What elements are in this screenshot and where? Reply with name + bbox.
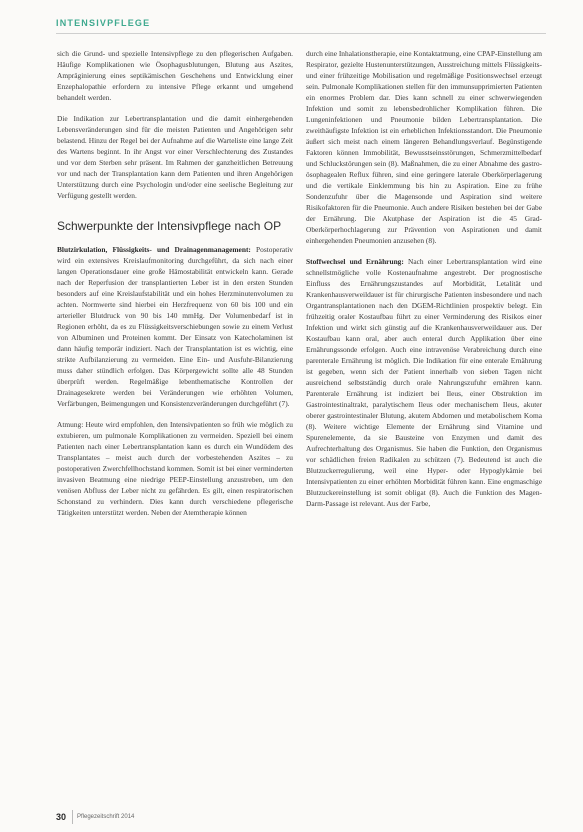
runin-heading: Blutzirkulation, Flüssigkeits- und Drainagenmanagement: xyxy=(57,245,251,254)
footer-divider xyxy=(72,810,73,824)
publication-name: Pflegezeitschrift 2014 xyxy=(77,814,135,820)
right-column xyxy=(306,48,542,810)
paragraph: Die Indikation zur Lebertransplantation und die damit einhergehenden Lebensveränderungen sind für die meisten Patienten und Angehörigen sehr belastend. Hinzu der Regel bei der Aufnahme auf die Warteliste eine lange Zeit des Wartens beginnt. In ihr Angst vor einer Verschlechterung des Zustandes und vor dem Sterben sehr präsent. Im Rahmen der ganzheitlichen Betreuung vor und nach der Transplantation kann dem Patienten und ihren Angehörigen Unterstützung durch eine Psychologin und/oder eine seelische Begleitung zur Verfügung gestellt werden. xyxy=(57,114,293,200)
running-title: INTENSIVPFLEGE xyxy=(56,18,151,28)
runin-heading: Stoffwechsel und Ernährung: xyxy=(306,257,404,266)
left-column xyxy=(57,48,293,810)
page-number: 30 xyxy=(56,812,67,822)
paragraph xyxy=(306,256,542,509)
paragraph: Atmung: Heute wird empfohlen, den Intensivpatienten so früh wie möglich zu extubieren, um pulmonale Komplikationen zu vermeiden. Speziell bei einem Patienten nach einer Lebertransplantation kann es durch ein Wundödem des Transplantates – meist auch durch der vorbestehenden Aszites – zu postoperativen Zwerchfellhochstand kommen. Somit ist bei einer verminderten invasiven Beatmung eine niedrige PEEP-Einstellung anzustreben, um den venösen Abfluss der Leber nicht zu gefährden. Es gilt, einen respiratorischen Schonstand zu verhindern. Dies kann durch verschiedene pflegerische Tätigkeiten unterstützt werden. Neben der Atemtherapie können xyxy=(57,420,293,517)
paragraph-text: Postoperativ wird ein extensives Kreislaufmonitoring durchgeführt, da sich nach einer langen Operationsdauer eine große Hämostabilität entwickeln kann. Gerade nach der Reperfusion der transplantierten Leber ist in den ersten Stunden besonders auf eine Kreislaufstabilität und ein hohes Herzminutenvolumen zu achten. Normwerte sind hierbei ein Herzfrequenz von 60 bis 100 und ein arterieller Blutdruck von 90 bis 140 mmHg. Der Volumenbedarf ist in Regionen erhöht, da es zu Flüssigkeitsverschiebungen sowie zu einem Verlust von Albuminen und Proteinen kommt. Der Einsatz von Katecholaminen ist dann häufig temporär indiziert. Nach der Transplantation ist es wichtig, eine strikte Aufbilanzierung zu vermeiden. Eine Ein- und Ausfuhr-Bilanzierung muss daher stündlich erfolgen. Das Körpergewicht sollte alle 48 Stunden überprüft werden. Regelmäßige lebenthematische Kontrollen der Drainagesekrete werden bei Veränderungen wie erhöhten Volumen, Verfärbungen, Beimengungen und Konsistenzveränderungen durchgeführt (7). xyxy=(57,245,293,408)
paragraph-text: Nach einer Lebertransplantation wird eine schnellstmögliche volle Kostenaufnahme angestrebt. Der prognostische Einfluss des Ernährungszustandes auf Morbidität, Letalität und Krankenhausverweildauer ist für chirurgische Patienten insbesondere und nach Organtransplantationen nach den DGEM-Richtlinien prospektiv belegt. Ein frühzeitig oraler Kostaufbau führt zu einer Verminderung des Risikos einer Infektion und wirkt sich günstig auf die Krankenhausverweildauer aus. Der Kostaufbau kann oral, aber auch enteral durch Applikation über eine Ernährungssonde erfolgen. Auch eine intravenöse Verabreichung durch eine parenterale Ernährung ist möglich. Die Indikation für eine enterale Ernährung ist gegeben, wenn sich der Patient innerhalb von sieben Tagen nicht ausreichend selbstständig durch orale Nahrungszufuhr ernähren kann. Parenterale Ernährung ist indiziert bei Ileus, einer Obstruktion im Gastrointestinaltrakt, paralytischem Ileus oder mechanischem Ileus, akuter oberer gastrointestinaler Blutung, akutem Abdomen und metabolischem Koma (8). Weitere wichtige Elemente der Ernährung sind Vitamine und Spurenelemente, da sie Bausteine von Enzymen und damit des Aufrechterhaltung des Organismus. Sie haben die Funktion, den Organismus vor schädlichen freien Radikalen zu schützen (7). Bedeutend ist auch die Blutzuckerregulierung, weil eine Hyper- oder Hypoglykämie bei Intensivpatienten zu einer erhöhten Morbidität führen kann. Eine engmaschige Blutzuckereinstellung ist somit obligat (8). Auch die Funktion des Magen-Darm-Passage ist relevant. Aus der Farbe, xyxy=(306,257,542,508)
paragraph: sich die Grund- und spezielle Intensivpflege zu den pflegerischen Aufgaben. Häufige Komplikationen wie Ösophagusblutungen, Blutung aus Aszites, Ampräginierung eines septikämischen Geschehens und Entwicklung einer Enzephalopathie erfordern zu intensive Pflege erkannt und umgehend behandelt werden. xyxy=(57,49,293,102)
paragraph: durch eine Inhalationstherapie, eine Kontaktatmung, eine CPAP-Einstellung am Respirator, gezielte Hustenunterstützungen, Ausstreichung mittels Flüssigkeits- und einer frühzeitige Mobilisation und regelmäßige Positionswechsel erzeugt sein. Pulmonale Komplikationen stellen für den immunsupprimierten Patienten ein enormes Problem dar. Dies kann schnell zu einer schwerwiegenden Infektion und somit zu lebensbedrohlicher Komplikation führen. Die Lungeninfektionen und Pneumonie bilden Lebertransplantation. Die zweithäufigste Infektion ist ein erheblichen Infektionsstandort. Die Pneumonie äußert sich meist nach einem längeren Behandlungsverlauf. Begünstigende Faktoren können Immobilität, Bewusstseinsstörungen, Schmerzmittelbedarf und Schluckstörungen sein (8). Maßnahmen, die zu einer Abnahme des gastro-ösophagealen Reflux führen, sind eine geringere laterale Oberkörperlagerung und die vertikale Einklemmung bis hin zu Aspiration. Eine zu frühe Sondenzufuhr über die Magensonde und Aspiration sind weitere Risikofaktoren für die Pneumonie. Auch andere Risiken bestehen bei der Gabe der Ernährung. Die Akutphase der Aspiration ist die 45 Grad-Oberkörperhochlagerung zur Prävention von Aspirationen und damit einhergehenden Pneumonien anzusehen (8). xyxy=(306,49,542,245)
paragraph xyxy=(57,244,293,409)
header-rule xyxy=(56,33,546,34)
section-heading: Schwerpunkte der Intensivpflege nach OP xyxy=(57,219,282,233)
